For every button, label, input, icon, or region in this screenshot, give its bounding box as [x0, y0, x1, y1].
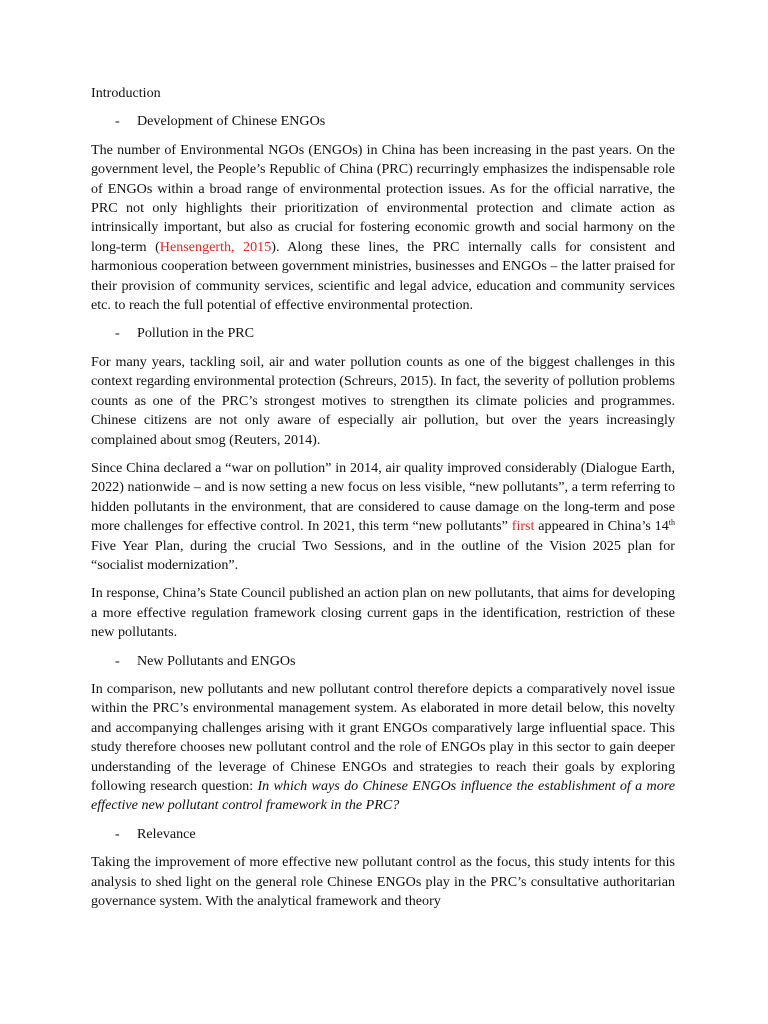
- citation-link-hensengerth[interactable]: Hensengerth, 2015: [159, 238, 272, 255]
- section-title-pollution: [91, 324, 675, 343]
- section-title-relevance: [91, 825, 675, 844]
- section-title-text: Development of Chinese ENGOs: [137, 113, 326, 130]
- paragraph-new-pollutants: In comparison, new pollutants and new pollutant control therefore depicts a comparatively novel issue within the PRC’s environmental management system. As elaborated in more detail below, this novelty and accompanying challenges arising with it grant ENGOs comparatively large influential space. This study therefore chooses new pollutant control and the role of ENGOs play in this sector to gain deeper understanding of the leverage of Chinese ENGOs and strategies to reach their goals by exploring following research question: In which ways do Chinese ENGOs influence the establishment of a more effective new pollutant control framework in the PRC?: [91, 680, 675, 814]
- document-page: [91, 84, 675, 920]
- section-title-text: Pollution in the PRC: [137, 325, 255, 342]
- bullet-dash: -: [115, 325, 120, 342]
- paragraph-development: The number of Environmental NGOs (ENGOs) in China has been increasing in the past years. On the government level, the People’s Republic of China (PRC) recurringly emphasizes the indispensable role of ENGOs within a broad range of environmental protection issues. As for the official narrative, the PRC not only highlights their prioritization of environmental protection and climate action as intrinsically important, but also as crucial for fostering economic growth and social harmony on the long-term (Hensengerth, 2015). Along these lines, the PRC internally calls for consistent and harmonious cooperation between government ministries, businesses and ENGOs – the latter praised for their provision of community services, scientific and legal advice, education and community services etc. to reach the full potential of effective environmental protection.: [91, 141, 675, 314]
- bullet-dash: -: [115, 113, 120, 130]
- section-title-new-pollutants: [91, 652, 675, 671]
- highlighted-word-first: first: [511, 518, 535, 535]
- section-title-development: [91, 112, 675, 131]
- paragraph-relevance: Taking the improvement of more effective new pollutant control as the focus, this study intents for this analysis to shed light on the general role Chinese ENGOs play in the PRC’s consultative authoritarian governance system. With the analytical framework and theory: [91, 854, 675, 910]
- research-question: In which ways do Chinese ENGOs influence the establishment of a more effective new pollutant control framework in the PRC?: [91, 778, 675, 814]
- paragraph-pollution-3: In response, China’s State Council published an action plan on new pollutants, that aims for developing a more effective regulation framework closing current gaps in the identification, restriction of these new pollutants.: [91, 585, 675, 641]
- superscript-th: th: [668, 518, 676, 528]
- bullet-dash: -: [115, 825, 120, 842]
- section-title-text: Relevance: [137, 825, 196, 842]
- section-title-text: New Pollutants and ENGOs: [137, 652, 296, 669]
- paragraph-pollution-2: Since China declared a “war on pollution” in 2014, air quality improved considerably (Dialogue Earth, 2022) nationwide – and is now setting a new focus on less visible, “new pollutants”, a term referring to hidden pollutants in the environment, that are considered to cause damage on the long-term and pose more challenges for effective control. In 2021, this term “new pollutants” first appeared in China’s 14th Five Year Plan, during the crucial Two Sessions, and in the outline of the Vision 2025 plan for “socialist modernization”.: [91, 459, 676, 573]
- introduction-heading: Introduction: [91, 85, 161, 101]
- paragraph-pollution-1: For many years, tackling soil, air and water pollution counts as one of the biggest challenges in this context regarding environmental protection (Schreurs, 2015). In fact, the severity of pollution problems counts as one of the PRC’s strongest motives to strengthen its climate policies and programmes. Chinese citizens are not only aware of especially air pollution, but over the years increasingly complained about smog (Reuters, 2014).: [91, 353, 675, 448]
- bullet-dash: -: [115, 652, 120, 669]
